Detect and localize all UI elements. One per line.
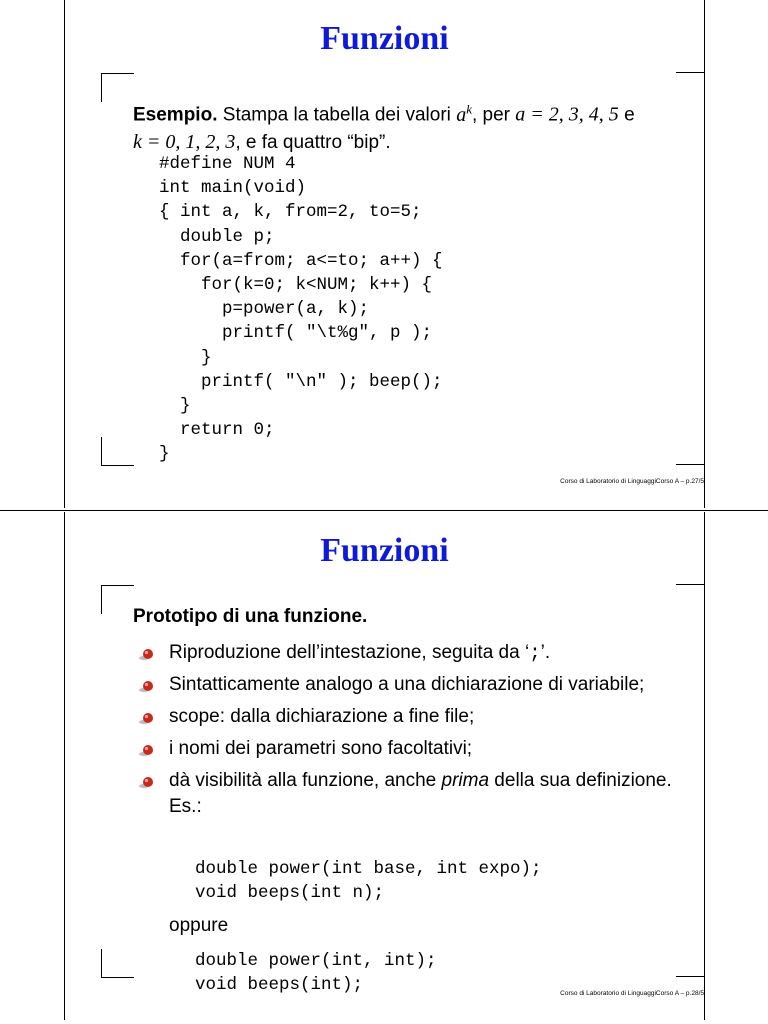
bullet-code: ; [529,642,541,664]
slide-title: Funzioni [320,20,449,57]
math-a-power-k: $a^k$ [456,101,472,126]
example-text-2: , per [471,104,510,126]
bullet-text: i nomi dei parametri sono facoltativi; [169,738,473,759]
code-line: p=power(a, k); [159,299,370,320]
bullet-item [139,704,679,730]
slide-footer: Corso di Laboratorio di LinguaggiCorso A – p.28/5 [560,990,704,997]
code-block-prototypes-unnamed [195,949,437,997]
code-line: printf( "\n" ); beep(); [159,371,443,392]
code-line: int main(void) [159,178,307,199]
bullet-item [139,768,679,820]
red-ball-bullet-icon [139,647,155,661]
bullet-text: dà visibilità alla funzione, anche [169,770,442,791]
page-divider [0,510,768,511]
red-ball-bullet-icon [139,775,155,789]
red-ball-bullet-icon [139,679,155,693]
bullet-text: Sintatticamente analogo a una dichiarazione di variabile; [169,674,645,695]
red-ball-bullet-icon [139,711,155,725]
example-text-4: , e fa quattro “bip”. [235,131,391,153]
bullet-item [139,672,679,698]
bullet-item [139,736,679,762]
example-text-3: e [624,104,635,126]
red-ball-bullet-icon [139,743,155,757]
math-k-values: k = 0, 1, 2, 3 [133,130,236,153]
slide-footer: Corso di Laboratorio di LinguaggiCorso A – p.27/5 [560,478,704,485]
corner-mark-bottom-left [101,437,134,466]
code-line: for(a=from; a<=to; a++) { [159,250,443,271]
slide-27 [64,0,705,508]
corner-mark-right [676,584,704,585]
corner-mark-top-left [101,73,134,102]
bullet-list [139,640,679,826]
slide-28 [64,512,705,1020]
code-line: #define NUM 4 [159,154,296,174]
code-line: void beeps(int n); [195,883,385,904]
code-line: void beeps(int); [195,975,364,996]
corner-mark-bottom-right [676,976,704,977]
bullet-item [139,640,679,666]
code-block [159,152,443,467]
code-line: for(k=0; k<NUM; k++) { [159,275,433,296]
bullet-text: Riproduzione dell’intestazione, seguita da ‘ [169,642,530,663]
code-line: double power(int base, int expo); [195,859,542,879]
bullet-text: scope: dalla dichiarazione a fine file; [169,706,475,727]
example-label: Esempio. [133,104,218,126]
slide-title: Funzioni [320,532,449,569]
oppure-text: oppure [169,915,229,936]
example-text-1: Stampa la tabella dei valori [222,104,451,126]
math-a-values: a = 2, 3, 4, 5 [515,103,619,126]
corner-mark-bottom-left [101,949,134,978]
corner-mark-right [676,72,704,73]
bullet-emphasis: prima [441,770,490,791]
code-block-prototypes-named [195,857,542,905]
section-heading: Prototipo di una funzione. [133,606,368,627]
bullet-text-end: ’. [540,642,551,663]
corner-mark-top-left [101,585,134,614]
code-line: } [159,444,170,465]
code-line: } [159,347,212,368]
example-paragraph [133,96,693,156]
code-line: double power(int, int); [195,951,437,971]
code-line: return 0; [159,420,275,441]
corner-mark-bottom-right [676,464,704,465]
bullet-text-end: della sua definizione. Es.: [169,770,672,817]
code-line: printf( "\t%g", p ); [159,323,433,344]
code-line: { int a, k, from=2, to=5; [159,202,422,223]
code-line: } [159,396,191,417]
code-line: double p; [159,226,275,247]
